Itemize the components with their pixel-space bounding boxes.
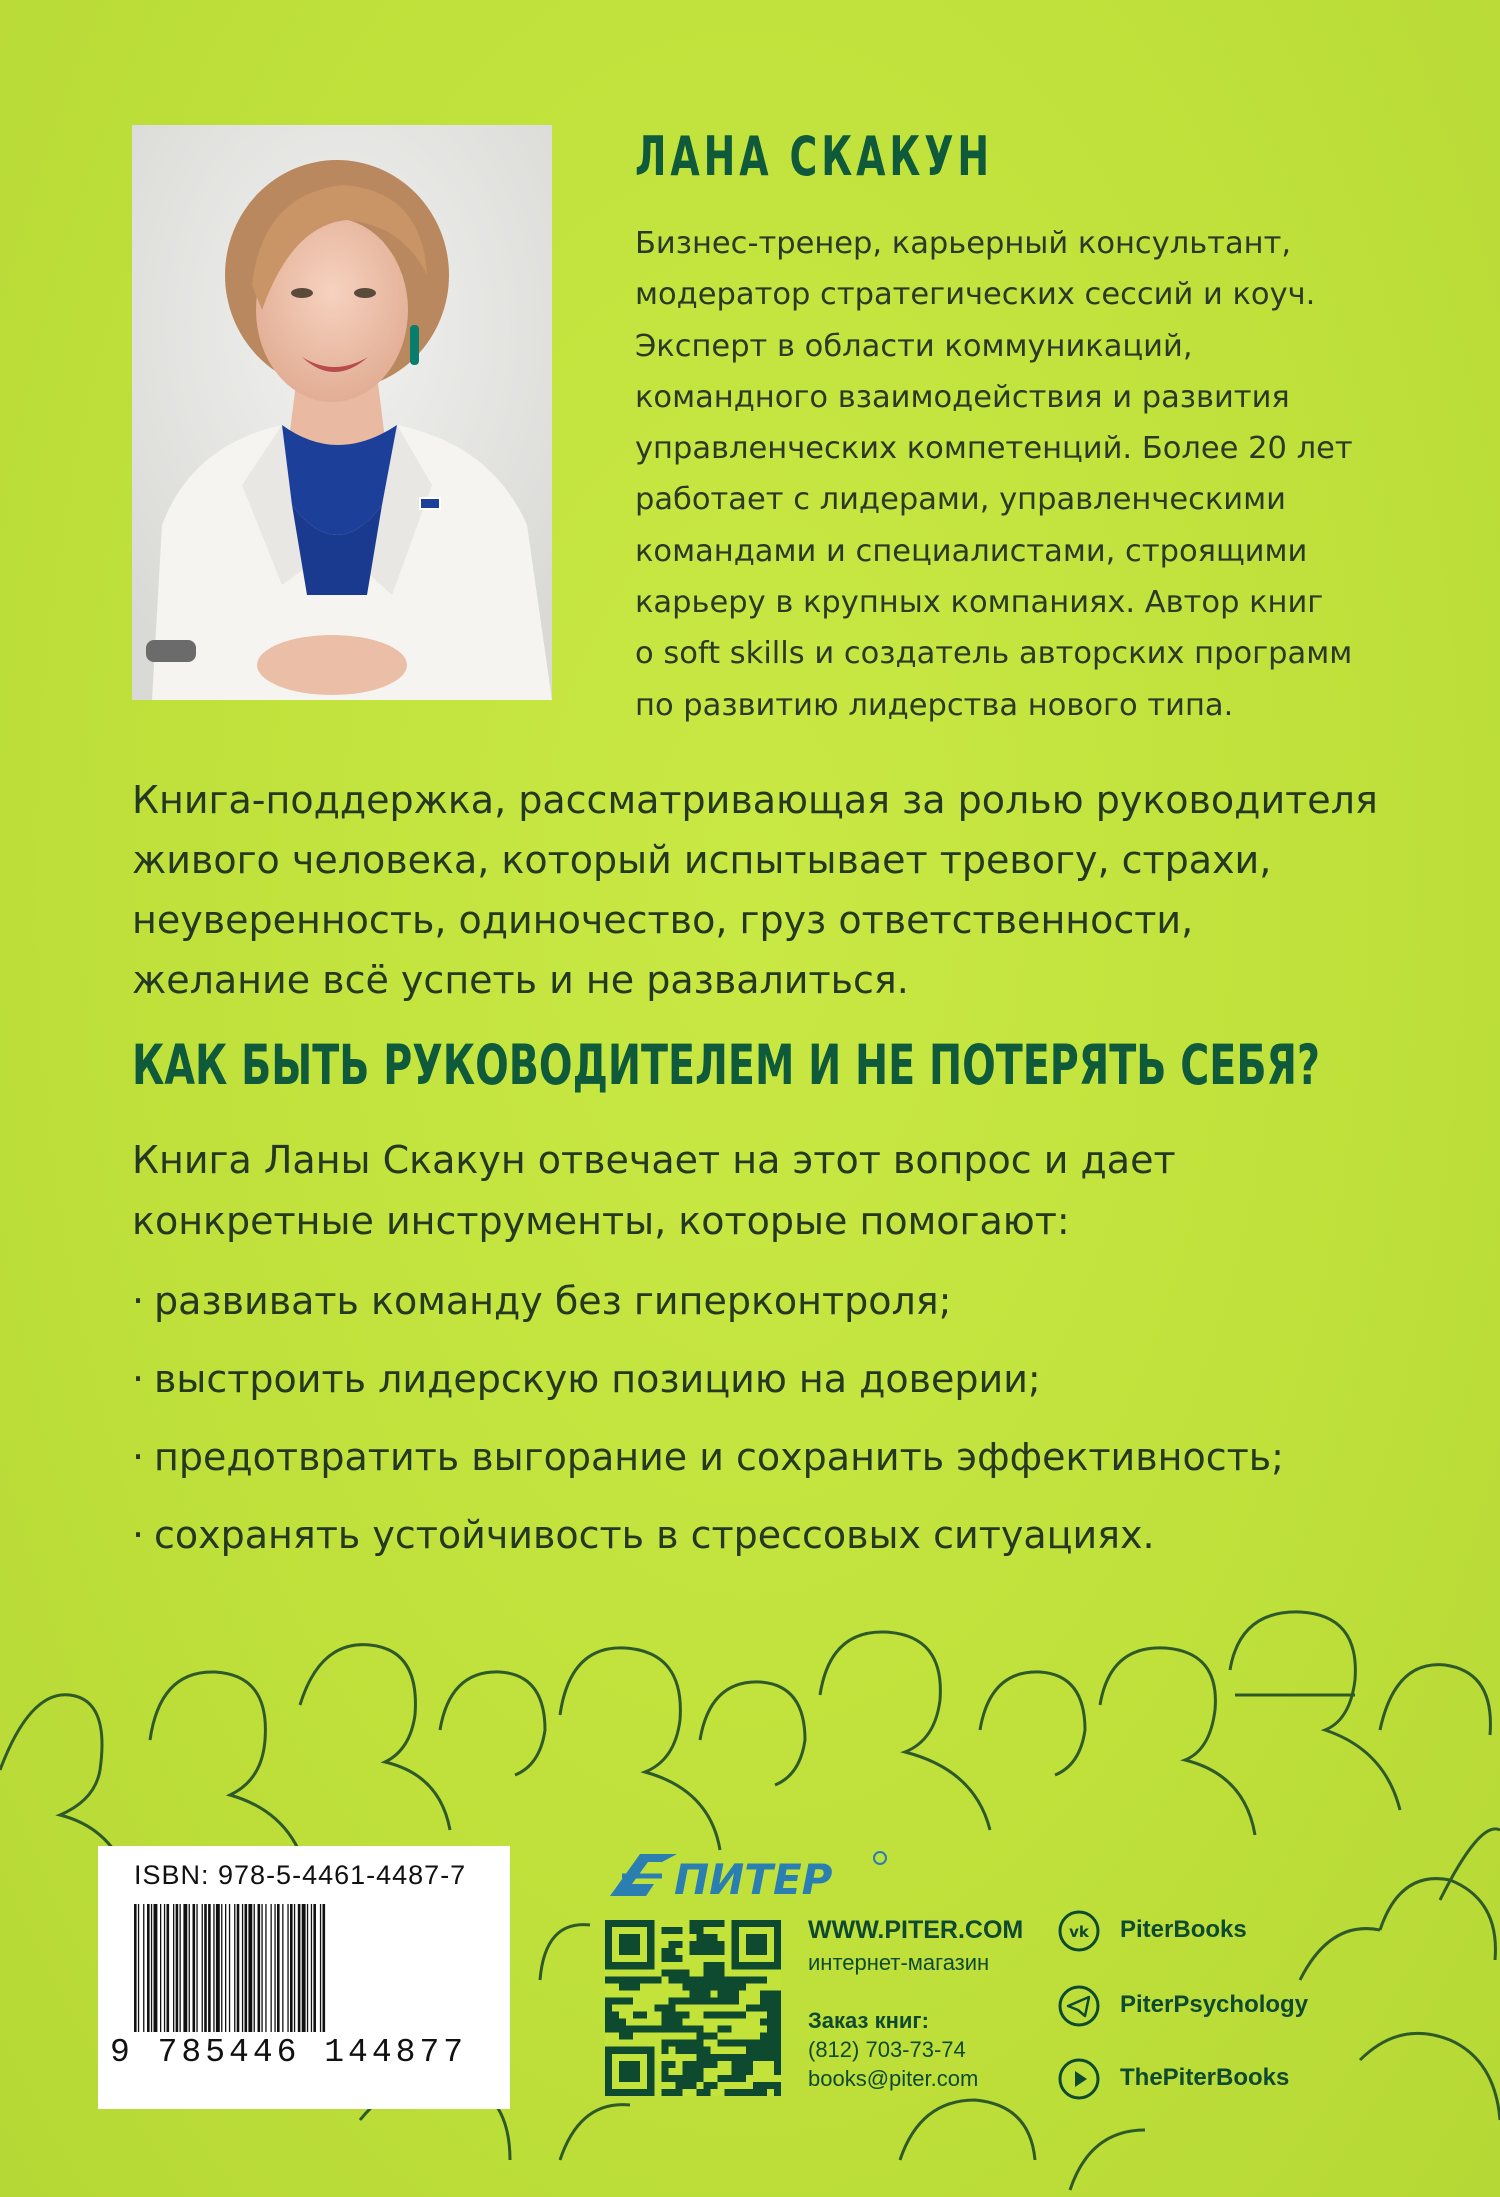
bullet-icon: · [132, 1513, 145, 1557]
bullet-icon: · [132, 1279, 145, 1323]
description-line: желание всё успеть и не развалиться. [132, 958, 909, 1002]
bio-line: Бизнес-тренер, карьерный консультант, [635, 226, 1292, 261]
isbn-barcode-box [98, 1846, 510, 2109]
description-line: Книга-поддержка, рассматривающая за ролью руководителя [132, 778, 1378, 822]
answer-line: Книга Ланы Скакун отвечает на этот вопрос и дает [132, 1138, 1176, 1182]
vk-icon [1058, 1910, 1100, 1952]
isbn-label: ISBN: 978-5-4461-4487-7 [134, 1860, 467, 1890]
order-phone: (812) 703-73-74 [808, 2037, 966, 2062]
bullet-icon: · [132, 1435, 145, 1479]
social-label: PiterPsychology [1120, 1991, 1309, 2018]
author-bio [635, 218, 1415, 731]
barcode-digits: 9 785446 144877 [110, 2034, 468, 2071]
piter-logo [602, 1836, 902, 1916]
qr-code [605, 1920, 781, 2096]
list-item [132, 1340, 1284, 1418]
bio-line: Эксперт в области коммуникаций, [635, 328, 1193, 364]
bio-line: командами и специалистами, строящими [635, 533, 1308, 569]
bio-line: работает с лидерами, управленческими [635, 482, 1286, 518]
bullet-icon: · [132, 1357, 145, 1401]
website-caption: интернет-магазин [808, 1950, 990, 1975]
bio-line: управленческих компетенций. Более 20 лет [635, 431, 1353, 467]
bio-line: модератор стратегических сессий и коуч. [635, 277, 1316, 313]
description-line: живого человека, который испытывает тревогу, страхи, [132, 838, 1272, 882]
list-item [132, 1496, 1284, 1574]
answer-paragraph [132, 1130, 1432, 1252]
social-label: PiterBooks [1120, 1916, 1247, 1943]
list-item-text: развивать команду без гиперконтроля; [154, 1279, 952, 1323]
list-item [132, 1262, 1284, 1340]
youtube-icon [1058, 2058, 1100, 2100]
social-label: ThePiterBooks [1120, 2064, 1290, 2091]
order-email: books@piter.com [808, 2066, 979, 2091]
list-item-text: выстроить лидерскую позицию на доверии; [154, 1357, 1041, 1401]
svg-text:vk: vk [1069, 1923, 1089, 1941]
bio-line: по развитию лидерства нового типа. [635, 687, 1234, 723]
description-line: неуверенность, одиночество, груз ответственности, [132, 898, 1194, 942]
book-description [132, 770, 1432, 1010]
list-item-text: сохранять устойчивость в стрессовых ситуациях. [154, 1513, 1155, 1557]
website-link: WWW.PITER.COM [808, 1916, 1024, 1944]
list-item-text: предотвратить выгорание и сохранить эффективность; [154, 1435, 1284, 1479]
author-photo [132, 125, 552, 700]
svg-text:ПИТЕР: ПИТЕР [674, 1855, 833, 1904]
key-question-heading: КАК БЫТЬ РУКОВОДИТЕЛЕМ И НЕ ПОТЕРЯТЬ СЕБЯ? [132, 1033, 1320, 1097]
benefits-list [132, 1262, 1284, 1574]
telegram-icon [1058, 1985, 1100, 2027]
bio-line: командного взаимодействия и развития [635, 379, 1290, 415]
list-item [132, 1418, 1284, 1496]
bio-line: о soft skills и создатель авторских программ [635, 636, 1353, 672]
answer-line: конкретные инструменты, которые помогают: [132, 1199, 1070, 1243]
bio-line: карьеру в крупных компаниях. Автор книг [635, 585, 1324, 621]
order-heading: Заказ книг: [808, 2008, 929, 2033]
barcode [134, 1904, 474, 2034]
author-name: ЛАНА СКАКУН [635, 125, 993, 188]
